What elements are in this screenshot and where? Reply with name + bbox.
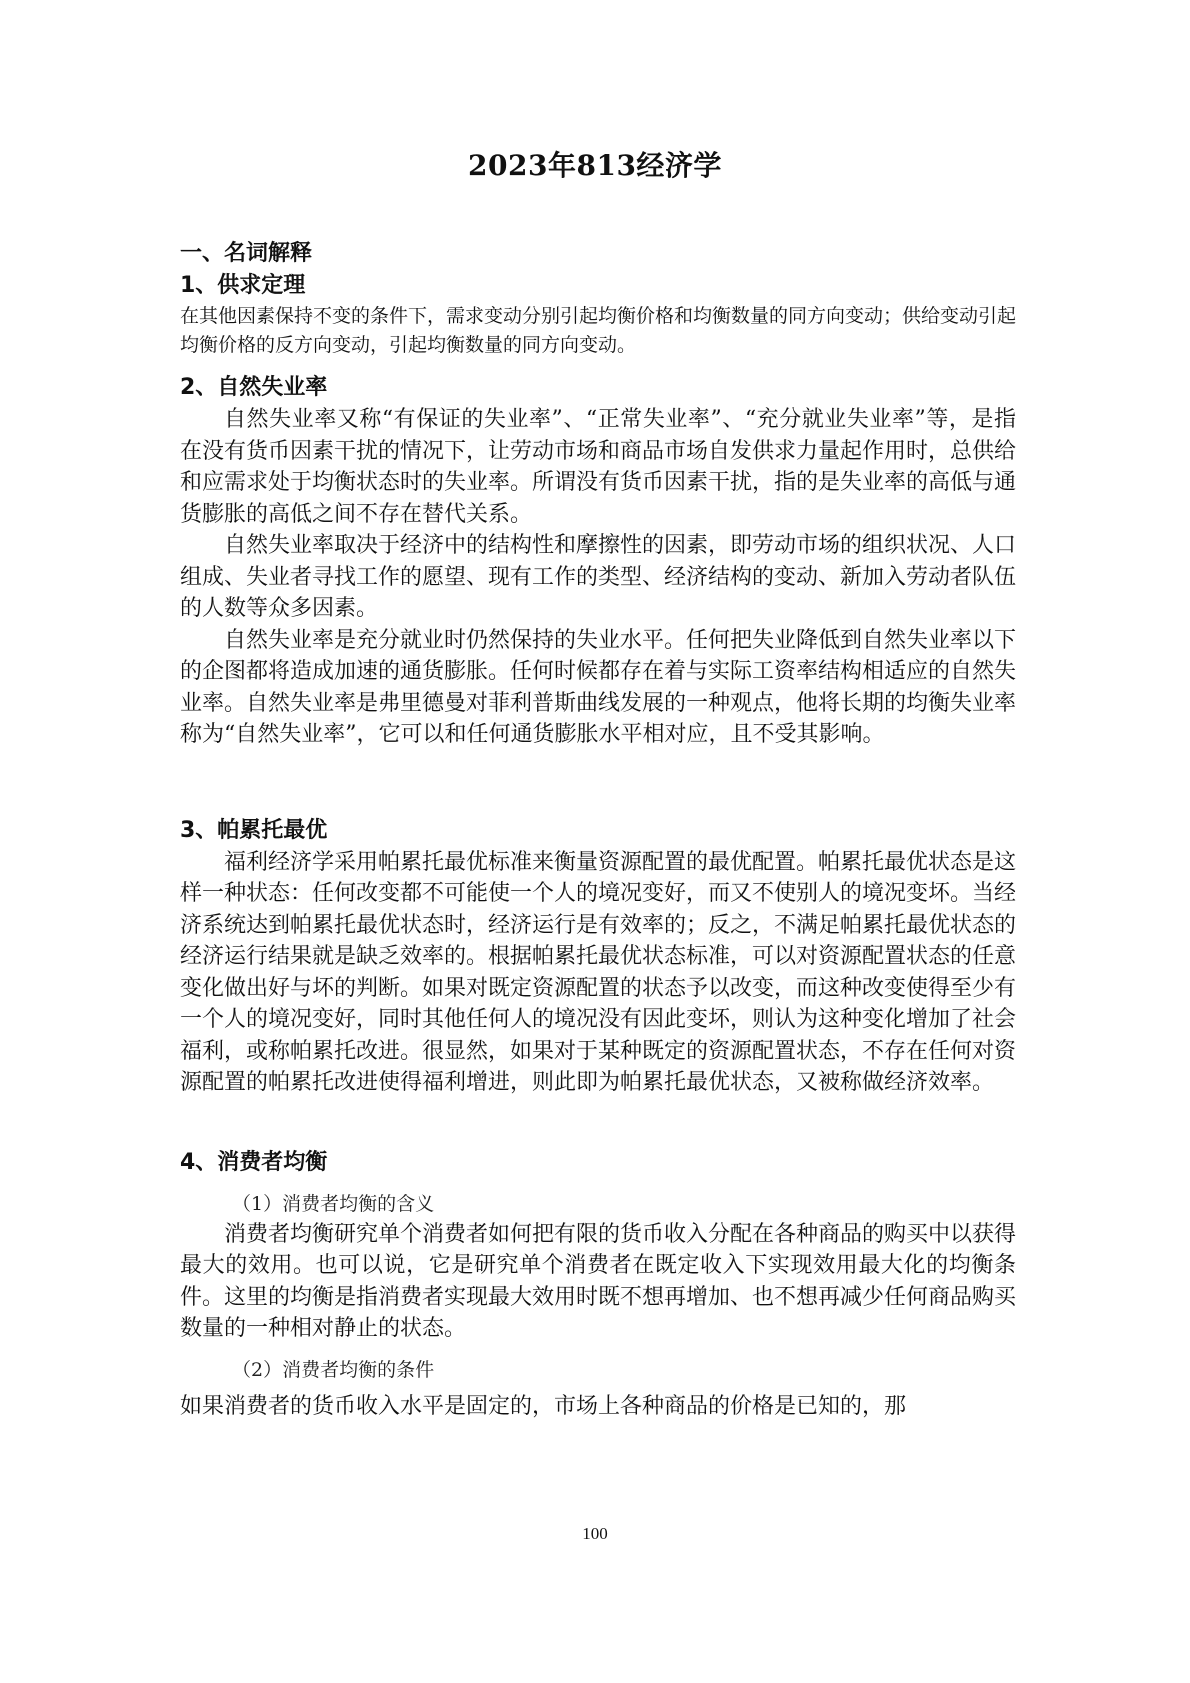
subheading-consumer-equilibrium-conditions: （2）消费者均衡的条件 — [232, 1358, 435, 1381]
document-title: 2023年813经济学 — [468, 149, 722, 182]
term-paragraph-natural-unemployment-3: 自然失业率是充分就业时仍然保持的失业水平。任何把失业降低到自然失业率以下的企图都将造成加速的通货膨胀。任何时候都存在着与实际工资率结构相适应的自然失业率。自然失业率是弗里德曼对菲利普斯曲线发展的一种观点，他将长期的均衡失业率称为“自然失业率”，它可以和任何通货膨胀水平相对应，且不受其影响。 — [180, 627, 1017, 747]
term-paragraph-consumer-equilibrium-conditions: 如果消费者的货币收入水平是固定的，市场上各种商品的价格是已知的，那 — [180, 1393, 907, 1419]
page-number: 100 — [582, 1524, 608, 1543]
term-paragraph-pareto-optimality: 福利经济学采用帕累托最优标准来衡量资源配置的最优配置。帕累托最优状态是这样一种状态：任何改变都不可能使一个人的境况变好，而又不使别人的境况变坏。当经济系统达到帕累托最优状态时，经济运行是有效率的；反之，不满足帕累托最优状态的经济运行结果就是缺乏效率的。根据帕累托最优状态标准，可以对资源配置状态的任意变化做出好与坏的判断。如果对既定资源配置的状态予以改变，而这种改变使得至少有一个人的境况变好，同时其他任何人的境况没有因此变坏，则认为这种变化增加了社会福利，或称帕累托改进。很显然，如果对于某种既定的资源配置状态，不存在任何对资源配置的帕累托改进使得福利增进，则此即为帕累托最优状态，又被称做经济效率。 — [180, 849, 1017, 1095]
section-heading-definitions: 一、名词解释 — [180, 241, 313, 266]
term-heading-natural-unemployment: 2、自然失业率 — [180, 375, 328, 400]
term-heading-consumer-equilibrium: 4、消费者均衡 — [180, 1149, 328, 1175]
term-heading-pareto-optimality: 3、帕累托最优 — [180, 817, 328, 843]
term-paragraph-supply-demand-law: 在其他因素保持不变的条件下，需求变动分别引起均衡价格和均衡数量的同方向变动；供给变动引起均衡价格的反方向变动，引起均衡数量的同方向变动。 — [180, 305, 1017, 356]
document-body — [180, 238, 1016, 1422]
term-paragraph-natural-unemployment-1: 自然失业率又称“有保证的失业率”、“正常失业率”、“充分就业失业率”等，是指在没有货币因素干扰的情况下，让劳动市场和商品市场自发供求力量起作用时，总供给和应需求处于均衡状态时的失业率。所谓没有货币因素干扰，指的是失业率的高低与通货膨胀的高低之间不存在替代关系。 — [180, 407, 1017, 527]
term-paragraph-consumer-equilibrium-meaning: 消费者均衡研究单个消费者如何把有限的货币收入分配在各种商品的购买中以获得最大的效用。也可以说，它是研究单个消费者在既定收入下实现效用最大化的均衡条件。这里的均衡是指消费者实现最大效用时既不想再增加、也不想再减少任何商品购买数量的一种相对静止的状态。 — [180, 1221, 1017, 1341]
subheading-consumer-equilibrium-meaning: （1）消费者均衡的含义 — [232, 1192, 435, 1215]
term-heading-supply-demand-law: 1、供求定理 — [180, 273, 306, 298]
term-paragraph-natural-unemployment-2: 自然失业率取决于经济中的结构性和摩擦性的因素，即劳动市场的组织状况、人口组成、失业者寻找工作的愿望、现有工作的类型、经济结构的变动、新加入劳动者队伍的人数等众多因素。 — [180, 533, 1017, 621]
